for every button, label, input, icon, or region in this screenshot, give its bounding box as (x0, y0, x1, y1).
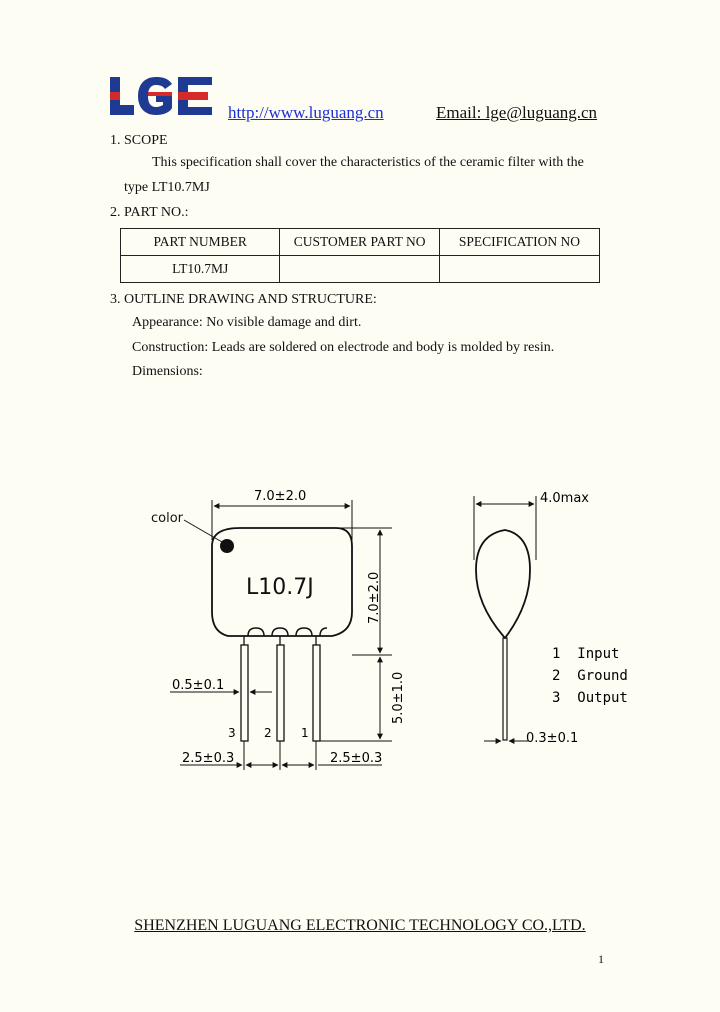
part-no-heading: 2. PART NO.: (110, 205, 189, 220)
side-view-lead (503, 638, 507, 740)
pitch-right-dimension: 2.5±0.3 (330, 751, 383, 766)
legend-ground: 2 Ground (552, 668, 628, 684)
column-header: CUSTOMER PART NO (280, 229, 440, 256)
height-dimension: 7.0±2.0 (367, 571, 382, 624)
scope-text-line2: type LT10.7MJ (124, 180, 210, 195)
side-view-body (476, 530, 530, 638)
pin-label-2: 2 (264, 726, 272, 740)
legend-input: 1 Input (552, 646, 620, 662)
appearance-text: Appearance: No visible damage and dirt. (132, 315, 362, 330)
pitch-left-dimension: 2.5±0.3 (182, 751, 235, 766)
website-link[interactable]: http://www.luguang.cn (228, 103, 384, 122)
email-link[interactable]: Email: lge@luguang.cn (436, 103, 598, 122)
table-row (121, 256, 600, 283)
lead-width-dimension: 0.5±0.1 (172, 678, 225, 693)
lead-thickness-dimension: 0.3±0.1 (526, 731, 579, 746)
page-number: 1 (598, 952, 604, 966)
legend-output: 3 Output (552, 690, 628, 706)
pin-label-3: 3 (228, 726, 236, 740)
table-header-row (121, 229, 600, 256)
lge-logo (108, 74, 214, 120)
table-cell (280, 256, 440, 283)
table-cell (439, 256, 599, 283)
thickness-dimension: 4.0max (540, 491, 589, 506)
lead-length-dimension: 5.0±1.0 (391, 671, 406, 724)
scope-text-line1: This specification shall cover the characteristics of the ceramic filter with the (152, 155, 584, 170)
color-dot (220, 539, 234, 553)
part-number-table (120, 228, 600, 283)
outline-heading: 3. OUTLINE DRAWING AND STRUCTURE: (110, 292, 377, 307)
body-marking: L10.7J (246, 575, 314, 600)
column-header: SPECIFICATION NO (439, 229, 599, 256)
dimensions-text: Dimensions: (132, 364, 203, 379)
width-dimension: 7.0±2.0 (254, 489, 307, 504)
color-label: color (151, 511, 184, 526)
scope-heading: 1. SCOPE (110, 133, 168, 148)
outline-drawing (0, 470, 720, 790)
construction-text: Construction: Leads are soldered on electrode and body is molded by resin. (132, 340, 555, 355)
table-cell: LT10.7MJ (121, 256, 280, 283)
company-name-footer: SHENZHEN LUGUANG ELECTRONIC TECHNOLOGY CO.,LTD. (134, 917, 586, 934)
column-header: PART NUMBER (121, 229, 280, 256)
pin-label-1: 1 (301, 726, 309, 740)
